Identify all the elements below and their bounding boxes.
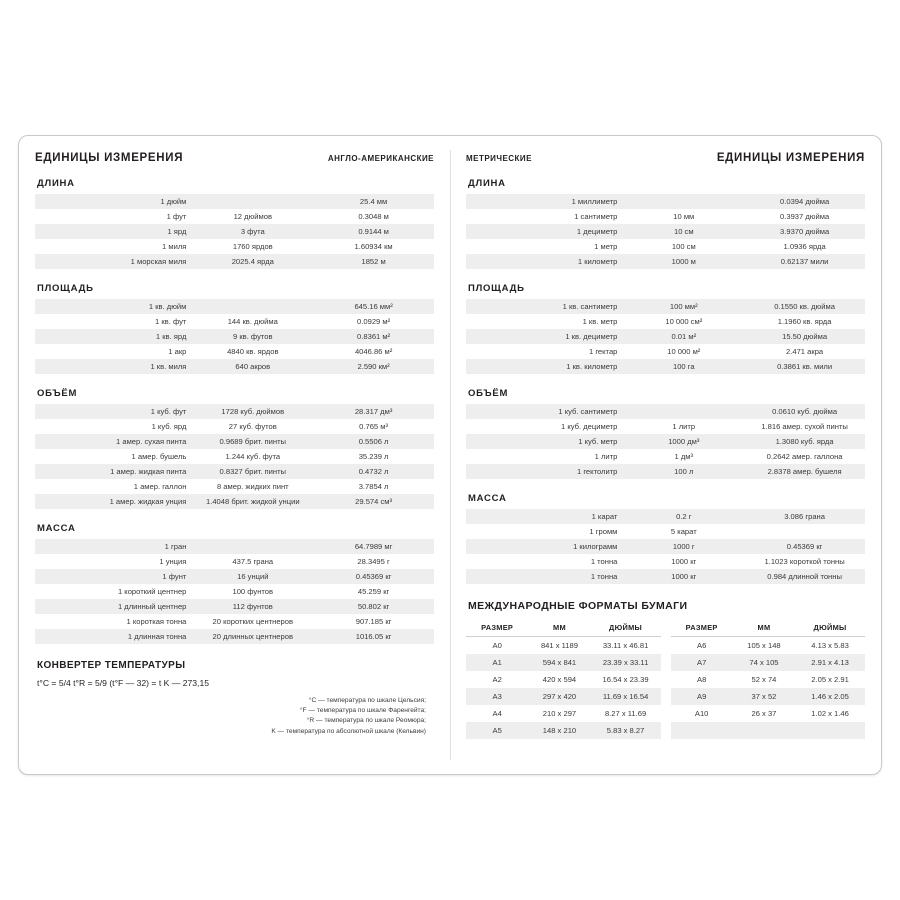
table-row xyxy=(35,254,434,269)
table-row xyxy=(35,329,434,344)
section-title-volume-metric: ОБЪЁМ xyxy=(468,388,509,399)
table-row xyxy=(35,434,434,449)
cell-equiv: 1000 дм³ xyxy=(623,434,744,449)
cell-metric: 28.3495 г xyxy=(313,554,434,569)
temperature-note: °C — температура по шкале Цельсия; xyxy=(308,697,426,704)
cell-unit: 1 куб. метр xyxy=(466,434,623,449)
cell-equiv: 100 фунтов xyxy=(192,584,313,599)
cell-metric: 64.7989 мг xyxy=(313,539,434,554)
cell-unit: 1 литр xyxy=(466,449,623,464)
table-length-imperial xyxy=(35,194,434,269)
cell-size: A5 xyxy=(466,722,528,739)
cell-equiv: 10 мм xyxy=(623,209,744,224)
cell-unit: 1 амер. сухая пинта xyxy=(35,434,192,449)
cell-metric: 4046.86 м² xyxy=(313,344,434,359)
section-title-length-imperial: ДЛИНА xyxy=(37,178,75,189)
cell-unit: 1 длинная тонна xyxy=(35,629,192,644)
table-header-row xyxy=(466,618,661,637)
left-column xyxy=(19,136,450,774)
table-row xyxy=(466,509,865,524)
cell-equiv: 1000 кг xyxy=(623,554,744,569)
cell-metric: 3.7854 л xyxy=(313,479,434,494)
cell-metric: 0.765 м³ xyxy=(313,419,434,434)
cell-unit: 1 морская миля xyxy=(35,254,192,269)
cell-unit: 1 тонна xyxy=(466,569,623,584)
cell-imperial: 1.0936 ярда xyxy=(744,239,865,254)
cell-imperial: 0.45369 кг xyxy=(744,539,865,554)
cell-unit: 1 кв. километр xyxy=(466,359,623,374)
cell-unit: 1 кв. фут xyxy=(35,314,192,329)
paper-formats-tables xyxy=(466,618,865,739)
cell-imperial: 3.086 грана xyxy=(744,509,865,524)
table-row xyxy=(35,629,434,644)
table-row xyxy=(466,239,865,254)
cell-inch: 1.46 x 2.05 xyxy=(795,688,865,705)
cell-equiv: 8 амер. жидких пинт xyxy=(192,479,313,494)
cell-unit: 1 куб. ярд xyxy=(35,419,192,434)
table-row xyxy=(466,449,865,464)
table-volume-imperial xyxy=(35,404,434,509)
table-row xyxy=(671,671,866,688)
cell-metric: 0.45369 кг xyxy=(313,569,434,584)
cell-unit: 1 фут xyxy=(35,209,192,224)
table-row xyxy=(466,637,661,655)
table-area-metric xyxy=(466,299,865,374)
paper-header-size: РАЗМЕР xyxy=(466,618,528,637)
cell-equiv: 640 акров xyxy=(192,359,313,374)
cell-mm: 26 x 37 xyxy=(733,705,795,722)
cell-metric: 0.5506 л xyxy=(313,434,434,449)
table-row xyxy=(466,224,865,239)
cell-equiv: 112 фунтов xyxy=(192,599,313,614)
table-row xyxy=(466,671,661,688)
table-row xyxy=(671,722,866,739)
cell-unit: 1 куб. фут xyxy=(35,404,192,419)
cell-equiv: 1000 кг xyxy=(623,569,744,584)
table-row xyxy=(35,614,434,629)
cell-equiv: 100 га xyxy=(623,359,744,374)
cell-imperial: 0.0610 куб. дюйма xyxy=(744,404,865,419)
paper-formats-title: МЕЖДУНАРОДНЫЕ ФОРМАТЫ БУМАГИ xyxy=(468,600,688,612)
section-title-area-metric: ПЛОЩАДЬ xyxy=(468,283,525,294)
cell-unit: 1 кв. ярд xyxy=(35,329,192,344)
table-row xyxy=(466,359,865,374)
cell-metric: 1.60934 км xyxy=(313,239,434,254)
left-header-title: ЕДИНИЦЫ ИЗМЕРЕНИЯ xyxy=(35,152,184,164)
cell-inch: 8.27 x 11.69 xyxy=(591,705,661,722)
cell-unit: 1 кв. сантиметр xyxy=(466,299,623,314)
cell-inch: 23.39 x 33.11 xyxy=(591,654,661,671)
cell-equiv: 1728 куб. дюймов xyxy=(192,404,313,419)
cell-imperial: 1.1023 короткой тонны xyxy=(744,554,865,569)
cell-metric: 0.9144 м xyxy=(313,224,434,239)
cell-unit: 1 амер. галлон xyxy=(35,479,192,494)
cell-imperial: 0.984 длинной тонны xyxy=(744,569,865,584)
cell-unit: 1 метр xyxy=(466,239,623,254)
cell-metric: 907.185 кг xyxy=(313,614,434,629)
paper-header-mm: ММ xyxy=(528,618,590,637)
cell-imperial: 2.471 акра xyxy=(744,344,865,359)
cell-unit: 1 кв. дециметр xyxy=(466,329,623,344)
cell-metric: 2.590 км² xyxy=(313,359,434,374)
table-row xyxy=(466,254,865,269)
cell-equiv: 144 кв. дюйма xyxy=(192,314,313,329)
cell-size: A4 xyxy=(466,705,528,722)
cell-imperial: 1.1960 кв. ярда xyxy=(744,314,865,329)
table-row xyxy=(671,705,866,722)
cell-inch: 16.54 x 23.39 xyxy=(591,671,661,688)
paper-table-a0-a5 xyxy=(466,618,661,739)
table-volume-metric xyxy=(466,404,865,479)
cell-equiv xyxy=(623,194,744,209)
table-row xyxy=(35,224,434,239)
section-title-area-imperial: ПЛОЩАДЬ xyxy=(37,283,94,294)
cell-equiv: 20 коротких центнеров xyxy=(192,614,313,629)
cell-unit: 1 миля xyxy=(35,239,192,254)
cell-unit: 1 фунт xyxy=(35,569,192,584)
cell-inch xyxy=(795,722,865,739)
cell-inch: 4.13 x 5.83 xyxy=(795,637,865,655)
cell-equiv xyxy=(192,539,313,554)
cell-inch: 2.05 x 2.91 xyxy=(795,671,865,688)
table-row xyxy=(466,654,661,671)
cell-unit: 1 ярд xyxy=(35,224,192,239)
cell-equiv: 1000 м xyxy=(623,254,744,269)
cell-unit: 1 куб. сантиметр xyxy=(466,404,623,419)
cell-size: A1 xyxy=(466,654,528,671)
cell-unit: 1 дециметр xyxy=(466,224,623,239)
paper-header-inch: ДЮЙМЫ xyxy=(591,618,661,637)
reference-card xyxy=(18,135,882,775)
cell-size: A8 xyxy=(671,671,733,688)
right-header-subtitle: МЕТРИЧЕСКИЕ xyxy=(466,154,532,163)
cell-unit: 1 унция xyxy=(35,554,192,569)
cell-unit: 1 амер. бушель xyxy=(35,449,192,464)
cell-imperial: 1.3080 куб. ярда xyxy=(744,434,865,449)
cell-size: A10 xyxy=(671,705,733,722)
table-row xyxy=(671,688,866,705)
cell-metric: 0.3048 м xyxy=(313,209,434,224)
table-row xyxy=(35,449,434,464)
cell-metric: 645.16 мм² xyxy=(313,299,434,314)
cell-imperial: 3.9370 дюйма xyxy=(744,224,865,239)
cell-inch: 1.02 x 1.46 xyxy=(795,705,865,722)
cell-inch: 5.83 x 8.27 xyxy=(591,722,661,739)
cell-equiv: 5 карат xyxy=(623,524,744,539)
cell-equiv xyxy=(192,299,313,314)
cell-unit: 1 сантиметр xyxy=(466,209,623,224)
cell-mm: 52 x 74 xyxy=(733,671,795,688)
table-length-metric xyxy=(466,194,865,269)
cell-equiv: 4840 кв. ярдов xyxy=(192,344,313,359)
table-row xyxy=(35,584,434,599)
table-row xyxy=(466,569,865,584)
table-row xyxy=(35,494,434,509)
cell-equiv: 2025.4 ярда xyxy=(192,254,313,269)
table-row xyxy=(466,722,661,739)
table-row xyxy=(35,479,434,494)
cell-unit: 1 миллиметр xyxy=(466,194,623,209)
cell-metric: 0.8361 м² xyxy=(313,329,434,344)
table-row xyxy=(35,419,434,434)
temperature-note: K — температура по абсолютной шкале (Кельвин) xyxy=(271,727,426,735)
temperature-note: °F — температура по шкале Фаренгейта; xyxy=(299,707,426,715)
cell-imperial: 0.2642 амер. галлона xyxy=(744,449,865,464)
cell-equiv: 1760 ярдов xyxy=(192,239,313,254)
cell-metric: 50.802 кг xyxy=(313,599,434,614)
table-row xyxy=(466,209,865,224)
table-row xyxy=(671,654,866,671)
cell-mm: 105 x 148 xyxy=(733,637,795,655)
cell-mm: 841 x 1189 xyxy=(528,637,590,655)
table-row xyxy=(35,344,434,359)
cell-unit: 1 короткая тонна xyxy=(35,614,192,629)
section-title-length-metric: ДЛИНА xyxy=(468,178,506,189)
cell-equiv: 12 дюймов xyxy=(192,209,313,224)
cell-equiv: 0.01 м² xyxy=(623,329,744,344)
cell-imperial: 0.3937 дюйма xyxy=(744,209,865,224)
cell-unit: 1 кв. дюйм xyxy=(35,299,192,314)
cell-imperial: 0.3861 кв. мили xyxy=(744,359,865,374)
temperature-notes xyxy=(35,696,434,737)
table-row xyxy=(466,464,865,479)
cell-imperial: 0.0394 дюйма xyxy=(744,194,865,209)
paper-header-mm: ММ xyxy=(733,618,795,637)
table-row xyxy=(466,404,865,419)
cell-imperial: 15.50 дюйма xyxy=(744,329,865,344)
cell-metric: 45.259 кг xyxy=(313,584,434,599)
cell-equiv: 1000 г xyxy=(623,539,744,554)
cell-unit: 1 гектолитр xyxy=(466,464,623,479)
cell-equiv: 1.4048 брит. жидкой унции xyxy=(192,494,313,509)
cell-size: A0 xyxy=(466,637,528,655)
cell-imperial: 1.816 амер. сухой пинты xyxy=(744,419,865,434)
cell-inch: 11.69 x 16.54 xyxy=(591,688,661,705)
table-row xyxy=(466,419,865,434)
table-row xyxy=(466,329,865,344)
cell-metric: 0.0929 м² xyxy=(313,314,434,329)
table-row xyxy=(35,554,434,569)
cell-size: A6 xyxy=(671,637,733,655)
cell-metric: 25.4 мм xyxy=(313,194,434,209)
cell-unit: 1 акр xyxy=(35,344,192,359)
table-header-row xyxy=(671,618,866,637)
section-title-volume-imperial: ОБЪЁМ xyxy=(37,388,78,399)
cell-unit: 1 амер. жидкая унция xyxy=(35,494,192,509)
cell-mm: 74 x 105 xyxy=(733,654,795,671)
table-row xyxy=(35,599,434,614)
table-row xyxy=(671,637,866,655)
section-title-mass-imperial: МАССА xyxy=(37,523,76,534)
cell-equiv: 1 дм³ xyxy=(623,449,744,464)
table-row xyxy=(35,239,434,254)
cell-mm: 420 x 594 xyxy=(528,671,590,688)
cell-unit: 1 амер. жидкая пинта xyxy=(35,464,192,479)
cell-imperial: 0.1550 кв. дюйма xyxy=(744,299,865,314)
table-row xyxy=(466,524,865,539)
table-row xyxy=(35,404,434,419)
cell-metric: 29.574 см³ xyxy=(313,494,434,509)
paper-table-a6-a10 xyxy=(671,618,866,739)
table-row xyxy=(466,688,661,705)
column-divider xyxy=(450,150,451,760)
table-row xyxy=(466,344,865,359)
table-row xyxy=(35,359,434,374)
cell-mm: 297 x 420 xyxy=(528,688,590,705)
temperature-title: КОНВЕРТЕР ТЕМПЕРАТУРЫ xyxy=(37,660,186,671)
cell-equiv: 0.8327 брит. пинты xyxy=(192,464,313,479)
cell-mm xyxy=(733,722,795,739)
table-row xyxy=(35,209,434,224)
cell-equiv: 10 см xyxy=(623,224,744,239)
cell-equiv: 1 литр xyxy=(623,419,744,434)
cell-mm: 210 x 297 xyxy=(528,705,590,722)
table-row xyxy=(35,569,434,584)
cell-size: A7 xyxy=(671,654,733,671)
table-row xyxy=(466,194,865,209)
cell-unit: 1 гран xyxy=(35,539,192,554)
cell-unit: 1 короткий центнер xyxy=(35,584,192,599)
cell-unit: 1 кв. миля xyxy=(35,359,192,374)
cell-unit: 1 кв. метр xyxy=(466,314,623,329)
cell-imperial xyxy=(744,524,865,539)
cell-equiv: 10 000 м² xyxy=(623,344,744,359)
cell-equiv: 3 фута xyxy=(192,224,313,239)
cell-unit: 1 куб. дециметр xyxy=(466,419,623,434)
cell-equiv: 0.9689 брит. пинты xyxy=(192,434,313,449)
cell-metric: 28.317 дм³ xyxy=(313,404,434,419)
cell-mm: 594 x 841 xyxy=(528,654,590,671)
table-row xyxy=(35,299,434,314)
cell-size: A3 xyxy=(466,688,528,705)
right-column-header xyxy=(466,152,865,164)
cell-unit: 1 гектар xyxy=(466,344,623,359)
table-row xyxy=(35,539,434,554)
paper-header-size: РАЗМЕР xyxy=(671,618,733,637)
table-row xyxy=(466,299,865,314)
cell-unit: 1 дюйм xyxy=(35,194,192,209)
cell-equiv: 100 см xyxy=(623,239,744,254)
table-row xyxy=(35,314,434,329)
cell-inch: 2.91 x 4.13 xyxy=(795,654,865,671)
cell-equiv: 16 унций xyxy=(192,569,313,584)
right-column xyxy=(450,136,881,774)
cell-imperial: 0.62137 мили xyxy=(744,254,865,269)
table-row xyxy=(466,434,865,449)
cell-equiv: 10 000 см² xyxy=(623,314,744,329)
cell-unit: 1 длинный центнер xyxy=(35,599,192,614)
cell-equiv: 100 л xyxy=(623,464,744,479)
cell-mm: 148 x 210 xyxy=(528,722,590,739)
cell-inch: 33.11 x 46.81 xyxy=(591,637,661,655)
cell-equiv: 9 кв. футов xyxy=(192,329,313,344)
cell-equiv: 1.244 куб. фута xyxy=(192,449,313,464)
table-mass-imperial xyxy=(35,539,434,644)
cell-equiv: 437.5 грана xyxy=(192,554,313,569)
cell-mm: 37 x 52 xyxy=(733,688,795,705)
table-row xyxy=(35,464,434,479)
cell-unit: 1 карат xyxy=(466,509,623,524)
cell-size xyxy=(671,722,733,739)
cell-unit: 1 тонна xyxy=(466,554,623,569)
cell-metric: 0.4732 л xyxy=(313,464,434,479)
cell-unit: 1 громм xyxy=(466,524,623,539)
paper-header-inch: ДЮЙМЫ xyxy=(795,618,865,637)
cell-metric: 35.239 л xyxy=(313,449,434,464)
table-area-imperial xyxy=(35,299,434,374)
temperature-formula: t°C = 5/4 t°R = 5/9 (t°F — 32) = t K — 273,15 xyxy=(37,678,209,688)
left-column-header xyxy=(35,152,434,164)
cell-metric: 1852 м xyxy=(313,254,434,269)
right-header-title: ЕДИНИЦЫ ИЗМЕРЕНИЯ xyxy=(716,152,865,164)
cell-unit: 1 килограмм xyxy=(466,539,623,554)
table-row xyxy=(466,314,865,329)
table-row xyxy=(35,194,434,209)
cell-equiv: 20 длинных центнеров xyxy=(192,629,313,644)
cell-equiv xyxy=(192,194,313,209)
cell-equiv: 0.2 г xyxy=(623,509,744,524)
temperature-converter xyxy=(35,660,434,737)
temperature-note: °R — температура по шкале Реомюра; xyxy=(306,717,426,725)
cell-equiv xyxy=(623,404,744,419)
cell-metric: 1016.05 кг xyxy=(313,629,434,644)
cell-equiv: 27 куб. футов xyxy=(192,419,313,434)
cell-size: A2 xyxy=(466,671,528,688)
table-row xyxy=(466,539,865,554)
cell-unit: 1 километр xyxy=(466,254,623,269)
cell-equiv: 100 мм² xyxy=(623,299,744,314)
cell-size: A9 xyxy=(671,688,733,705)
table-mass-metric xyxy=(466,509,865,584)
table-row xyxy=(466,705,661,722)
table-row xyxy=(466,554,865,569)
cell-imperial: 2.8378 амер. бушеля xyxy=(744,464,865,479)
section-title-mass-metric: МАССА xyxy=(468,493,507,504)
left-header-subtitle: АНГЛО-АМЕРИКАНСКИЕ xyxy=(327,154,434,163)
